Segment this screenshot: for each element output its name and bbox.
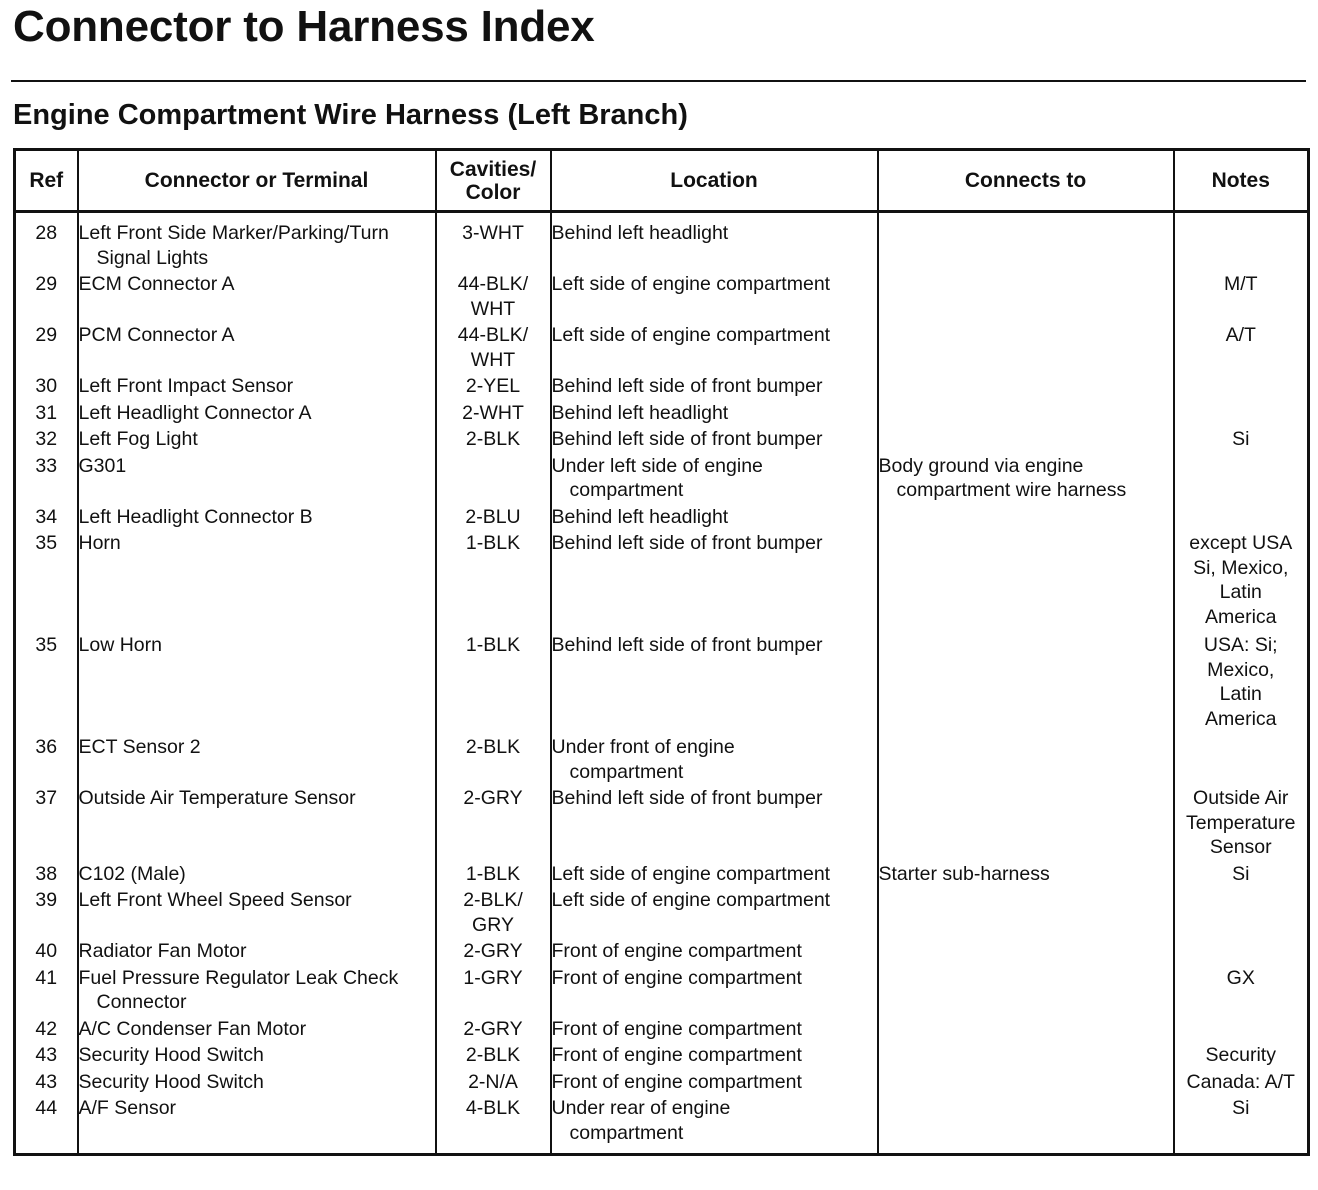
cell-cavities [436,427,551,454]
cell-connects-to [878,1017,1174,1044]
table-row [15,786,1309,862]
cell-connects-to [878,374,1174,401]
header-cavities-line2: Color [465,180,521,204]
cell-cavities [436,633,551,735]
cell-connector [78,374,436,401]
cell-connects-to [878,735,1174,786]
cell-connector-line: ECM Connector A [78,273,235,295]
cell-location-line: Behind left headlight [551,222,729,244]
cell-notes-line: Latin [1219,581,1262,603]
cell-connector [78,1070,436,1097]
cell-notes-line: Si [1232,862,1250,885]
cell-connector [78,939,436,966]
cell-ref: 37 [35,787,58,809]
cell-location [551,505,878,532]
cell-notes [1174,1096,1309,1155]
cell-location [551,212,878,273]
table-row [15,862,1309,889]
cell-ref: 43 [35,1070,58,1093]
cell-notes [1174,401,1309,428]
cell-ref: 35 [35,532,58,554]
cell-location-line: Behind left side of front bumper [551,375,823,397]
cell-location [551,862,878,889]
cell-notes [1174,939,1309,966]
cell-location-line: Behind left side of front bumper [551,428,823,450]
cell-connects-to [878,888,1174,939]
cell-notes-line: USA: Si; [1203,634,1278,656]
cell-connector-line: A/C Condenser Fan Motor [78,1017,307,1040]
cell-ref: 42 [35,1017,58,1040]
cell-connector-line: A/F Sensor [78,1097,177,1119]
cell-location-line: Left side of engine compartment [551,324,831,346]
header-cavities-line1: Cavities/ [449,157,537,181]
cell-location-line: Left side of engine compartment [551,889,831,911]
cell-notes-line: Si, Mexico, [1193,556,1289,579]
cell-cavities-line: WHT [470,297,516,320]
cell-cavities [436,1043,551,1070]
cell-connector-line: Security Hood Switch [78,1044,264,1066]
cell-ref: 36 [35,736,58,758]
cell-notes-line: Temperature [1186,811,1296,834]
cell-connector [78,212,436,273]
cell-connects-to [878,401,1174,428]
cell-connects-to [878,427,1174,454]
cell-connector-line: Connector [96,991,187,1013]
cell-cavities [436,966,551,1017]
cell-location [551,427,878,454]
cell-notes [1174,531,1309,633]
cell-cavities [436,939,551,966]
cell-notes [1174,1070,1309,1097]
cell-notes-line: Mexico, [1207,658,1275,681]
table-row [15,966,1309,1017]
cell-ref: 29 [35,273,58,295]
cell-notes-line: America [1204,707,1277,730]
header-ref: Ref [15,150,78,212]
table-row [15,633,1309,735]
cell-notes-line: Security [1205,1044,1276,1066]
cell-cavities-line: 2-N/A [468,1070,518,1093]
cell-connector [78,531,436,633]
cell-connector [78,633,436,735]
cell-cavities [436,786,551,862]
cell-notes [1174,374,1309,401]
cell-notes [1174,427,1309,454]
cell-cavities-line: 4-BLK [465,1097,521,1119]
cell-cavities [436,454,551,505]
cell-location [551,401,878,428]
cell-connector-line: ECT Sensor 2 [78,736,201,758]
cell-location [551,323,878,374]
cell-cavities [436,862,551,889]
cell-location-line: Behind left side of front bumper [551,787,823,809]
cell-location-line: Front of engine compartment [551,1017,802,1040]
cell-notes [1174,323,1309,374]
cell-connector-line: Security Hood Switch [78,1070,264,1093]
cell-connector-line: Left Headlight Connector A [78,401,312,424]
title-divider [11,80,1306,82]
cell-location-line: Behind left headlight [551,505,729,528]
cell-connector [78,966,436,1017]
cell-connector [78,272,436,323]
cell-cavities-line: 3-WHT [462,222,524,244]
cell-notes-line: M/T [1223,273,1258,295]
cell-notes-line: Sensor [1209,836,1272,858]
table-row [15,505,1309,532]
cell-connector-line: Low Horn [78,634,162,656]
header-connector: Connector or Terminal [78,150,436,212]
header-notes: Notes [1174,150,1309,212]
cell-cavities-line: WHT [470,348,516,371]
cell-notes [1174,966,1309,1017]
table-row [15,735,1309,786]
cell-location-line: Front of engine compartment [551,1070,802,1093]
cell-ref: 32 [35,428,58,450]
cell-location [551,531,878,633]
cell-connector [78,862,436,889]
cell-location-line: Front of engine compartment [551,1044,802,1066]
table-header-row [15,150,1309,212]
cell-cavities [436,212,551,273]
table-row [15,1017,1309,1044]
cell-location [551,939,878,966]
cell-cavities-line: 2-GRY [463,787,523,809]
cell-notes [1174,862,1309,889]
cell-connects-to [878,531,1174,633]
cell-connects-to [878,786,1174,862]
table-row [15,939,1309,966]
cell-cavities-line: 2-GRY [463,940,523,962]
cell-connector-line: Signal Lights [96,246,209,269]
table-row [15,1096,1309,1155]
cell-ref: 38 [35,862,58,885]
cell-ref: 44 [35,1097,58,1119]
cell-connector [78,454,436,505]
table-row [15,427,1309,454]
cell-ref: 40 [35,940,58,962]
cell-notes-line: Canada: A/T [1186,1070,1295,1093]
table-row [15,212,1309,273]
cell-cavities-line: 2-BLK [465,736,521,758]
cell-location [551,1096,878,1155]
cell-cavities-line: 2-GRY [463,1017,523,1040]
cell-cavities [436,401,551,428]
table-row [15,531,1309,633]
cell-location [551,272,878,323]
cell-connector [78,401,436,428]
cell-connector-line: Radiator Fan Motor [78,940,247,962]
cell-cavities-line: 1-BLK [465,532,521,554]
cell-ref: 31 [35,401,58,424]
table-row [15,374,1309,401]
cell-location [551,1017,878,1044]
cell-notes [1174,1043,1309,1070]
cell-location-line: Under rear of engine [551,1097,731,1119]
cell-notes-line: A/T [1225,324,1256,346]
cell-connector-line: C102 (Male) [78,862,186,885]
table-row [15,454,1309,505]
cell-notes-line: GX [1226,966,1255,989]
table-row [15,1043,1309,1070]
cell-location-line: Behind left side of front bumper [551,532,823,554]
cell-connects-to [878,1043,1174,1070]
cell-connects-to [878,212,1174,273]
cell-connects-to [878,505,1174,532]
cell-connector-line: Fuel Pressure Regulator Leak Check [78,966,399,989]
cell-cavities-line: 2-WHT [462,401,524,424]
cell-cavities [436,272,551,323]
cell-notes [1174,505,1309,532]
cell-connector [78,735,436,786]
cell-location-line: Left side of engine compartment [551,273,831,295]
cell-ref: 34 [35,505,58,528]
cell-connects-to-line: Starter sub-harness [878,862,1050,885]
cell-connects-to [878,454,1174,505]
page-title: Connector to Harness Index [13,2,595,51]
cell-connector [78,505,436,532]
cell-cavities-line: 2-BLK [465,428,521,450]
cell-connector [78,323,436,374]
cell-connector-line: Left Front Side Marker/Parking/Turn [78,222,389,244]
cell-connector [78,1017,436,1044]
cell-connects-to-line: Body ground via engine [878,454,1084,477]
cell-cavities [436,1096,551,1155]
cell-connector [78,786,436,862]
cell-cavities-line: 1-BLK [465,634,521,656]
cell-notes-line: Outside Air [1193,787,1289,809]
cell-notes [1174,212,1309,273]
cell-location [551,888,878,939]
cell-cavities-line: 44-BLK/ [457,273,529,295]
cell-notes [1174,1017,1309,1044]
cell-notes-line: except USA [1189,532,1293,554]
cell-location-line: Behind left headlight [551,401,729,424]
table-body [15,212,1309,1155]
cell-cavities-line: 2-BLK [465,1044,521,1066]
cell-cavities-line: GRY [472,913,514,936]
cell-notes-line: Si [1232,1097,1250,1119]
cell-cavities [436,374,551,401]
table-row [15,323,1309,374]
cell-location [551,374,878,401]
cell-connector-line: Horn [78,532,121,554]
cell-ref: 39 [35,889,58,911]
cell-connects-to [878,1096,1174,1155]
cell-connector-line: Outside Air Temperature Sensor [78,787,356,809]
cell-notes-line: Latin [1219,683,1262,705]
cell-cavities-line: 1-GRY [463,966,523,989]
cell-ref: 30 [35,375,58,397]
cell-location [551,786,878,862]
cell-location [551,1070,878,1097]
header-connects-to: Connects to [878,150,1174,212]
cell-ref: 33 [35,454,58,477]
cell-location-line: Under front of engine [551,736,735,758]
cell-connects-to [878,323,1174,374]
header-cavities [436,150,551,212]
connector-index-table [13,148,1310,1156]
cell-connects-to-line: compartment wire harness [896,479,1127,501]
table-row [15,401,1309,428]
cell-cavities [436,1070,551,1097]
cell-cavities [436,888,551,939]
cell-connector-line: PCM Connector A [78,324,235,346]
cell-notes [1174,633,1309,735]
cell-cavities [436,505,551,532]
cell-notes [1174,454,1309,505]
table-row [15,1070,1309,1097]
cell-location-line: Under left side of engine [551,454,763,477]
cell-connects-to [878,633,1174,735]
cell-notes [1174,272,1309,323]
cell-notes [1174,786,1309,862]
cell-location [551,1043,878,1070]
cell-location [551,735,878,786]
cell-ref: 35 [35,634,58,656]
cell-location-line: Left side of engine compartment [551,862,831,885]
cell-location-line: Front of engine compartment [551,940,802,962]
cell-connector-line: Left Headlight Connector B [78,505,313,528]
cell-connects-to [878,966,1174,1017]
cell-connector [78,1043,436,1070]
cell-cavities-line: 2-BLU [465,505,521,528]
cell-connector-line: Left Fog Light [78,428,198,450]
cell-connector-line: G301 [78,454,127,477]
cell-cavities-line: 2-BLK/ [463,889,523,911]
cell-location [551,633,878,735]
cell-location-line: compartment [569,1121,684,1144]
cell-location-line: Behind left side of front bumper [551,634,823,656]
cell-ref: 29 [35,324,58,346]
cell-connects-to [878,939,1174,966]
cell-connects-to [878,862,1174,889]
cell-cavities [436,531,551,633]
cell-cavities [436,1017,551,1044]
cell-location-line: compartment [569,479,684,501]
cell-location [551,454,878,505]
cell-notes [1174,735,1309,786]
cell-ref: 28 [35,222,58,244]
cell-ref: 43 [35,1044,58,1066]
cell-ref: 41 [35,966,58,989]
cell-cavities-line: 2-YEL [465,375,521,397]
cell-cavities-line: 1-BLK [465,862,521,885]
cell-cavities-line: 44-BLK/ [457,324,529,346]
cell-location [551,966,878,1017]
cell-connects-to [878,272,1174,323]
cell-notes-line: Si [1232,428,1250,450]
cell-connector [78,427,436,454]
cell-cavities [436,735,551,786]
cell-location-line: compartment [569,760,684,783]
header-location: Location [551,150,878,212]
cell-connector [78,1096,436,1155]
section-title: Engine Compartment Wire Harness (Left Branch) [13,99,688,131]
cell-location-line: Front of engine compartment [551,966,802,989]
cell-connects-to [878,1070,1174,1097]
cell-connector [78,888,436,939]
table-row [15,888,1309,939]
cell-notes-line: America [1204,605,1277,628]
cell-notes [1174,888,1309,939]
cell-connector-line: Left Front Wheel Speed Sensor [78,889,352,911]
cell-cavities [436,323,551,374]
cell-connector-line: Left Front Impact Sensor [78,375,294,397]
table-row [15,272,1309,323]
